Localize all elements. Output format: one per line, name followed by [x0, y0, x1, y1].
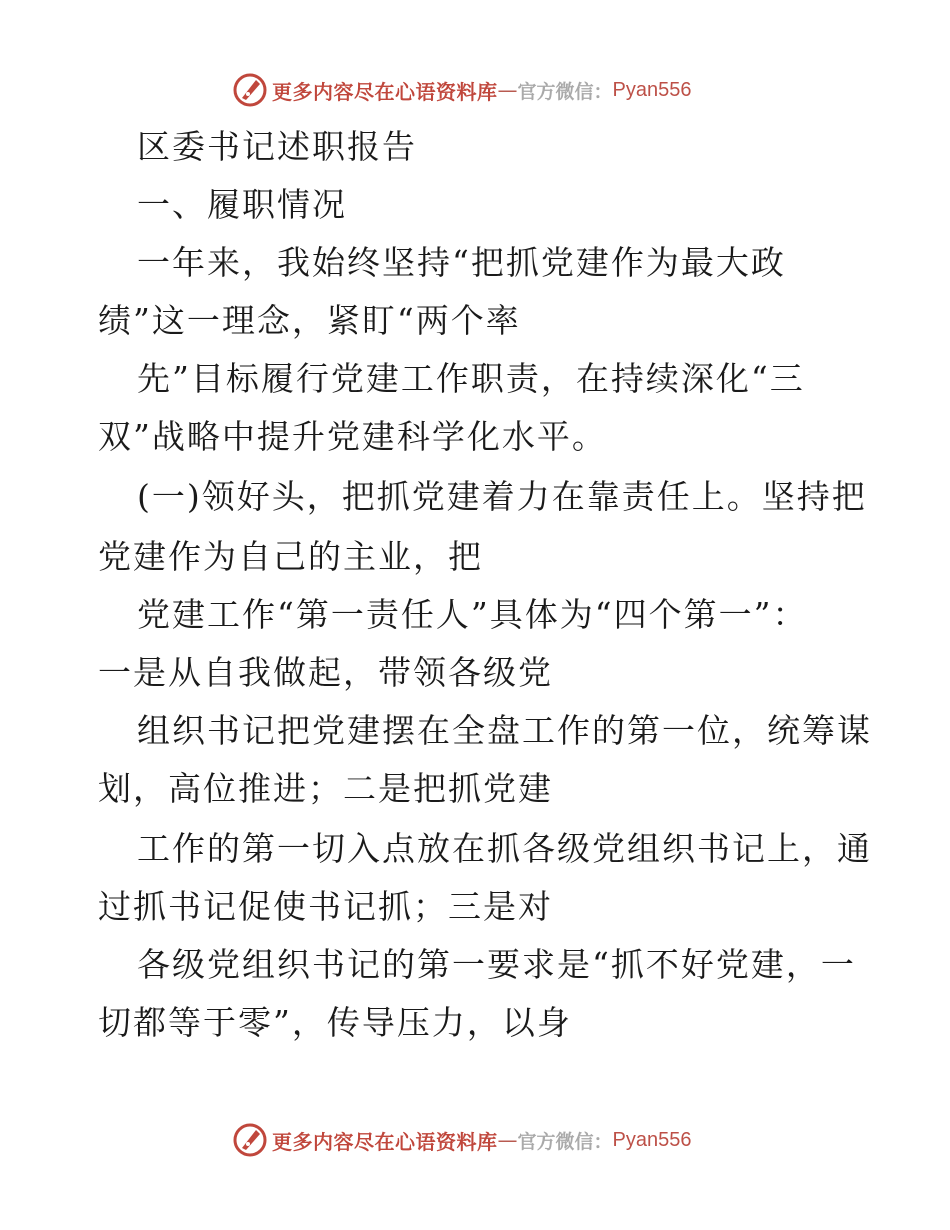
document-title: 区委书记述职报告: [137, 127, 417, 166]
banner-wechat-id: Pyan556: [612, 1128, 692, 1151]
paragraph-line: 划，高位推进；二是把抓党建: [98, 769, 553, 808]
header-banner: [232, 70, 691, 110]
paragraph-line: 切都等于零”，传导压力，以身: [98, 1003, 572, 1042]
footer-banner: [232, 1120, 691, 1160]
pen-nib-logo-icon: [232, 72, 268, 108]
banner-slogan: 更多内容尽在心语资料库: [272, 79, 498, 104]
section-heading: 一、履职情况: [137, 185, 347, 224]
paragraph-line: 工作的第一切入点放在抓各级党组织书记上，通: [137, 829, 872, 868]
paragraph-line: 一年来，我始终坚持“把抓党建作为最大政: [137, 243, 786, 282]
paragraph-line: 绩”这一理念，紧盯“两个率: [98, 301, 521, 340]
pen-nib-logo-icon: [232, 1122, 268, 1158]
paragraph-line: 一是从自我做起，带领各级党: [98, 653, 553, 692]
paragraph-line: 党建工作“第一责任人”具体为“四个第一”：: [137, 595, 808, 634]
paragraph-line: 组织书记把党建摆在全盘工作的第一位，统筹谋: [137, 711, 872, 750]
paragraph-line: 过抓书记促使书记抓；三是对: [98, 887, 553, 926]
paragraph-line: 党建作为自己的主业，把: [98, 537, 483, 576]
banner-wechat-label: 官方微信：: [517, 80, 613, 103]
banner-dash: —: [497, 78, 518, 102]
banner-wechat-id: Pyan556: [612, 78, 692, 101]
paragraph-line: (一)领好头，把抓党建着力在靠责任上。坚持把: [137, 477, 867, 516]
banner-wechat-label: 官方微信：: [517, 1130, 613, 1153]
paragraph-line: 先”目标履行党建工作职责，在持续深化“三: [137, 359, 805, 398]
paragraph-line: 双”战略中提升党建科学化水平。: [98, 417, 607, 456]
paragraph-line: 各级党组织书记的第一要求是“抓不好党建，一: [137, 945, 856, 984]
banner-dash: —: [497, 1128, 518, 1152]
banner-slogan: 更多内容尽在心语资料库: [272, 1129, 498, 1154]
